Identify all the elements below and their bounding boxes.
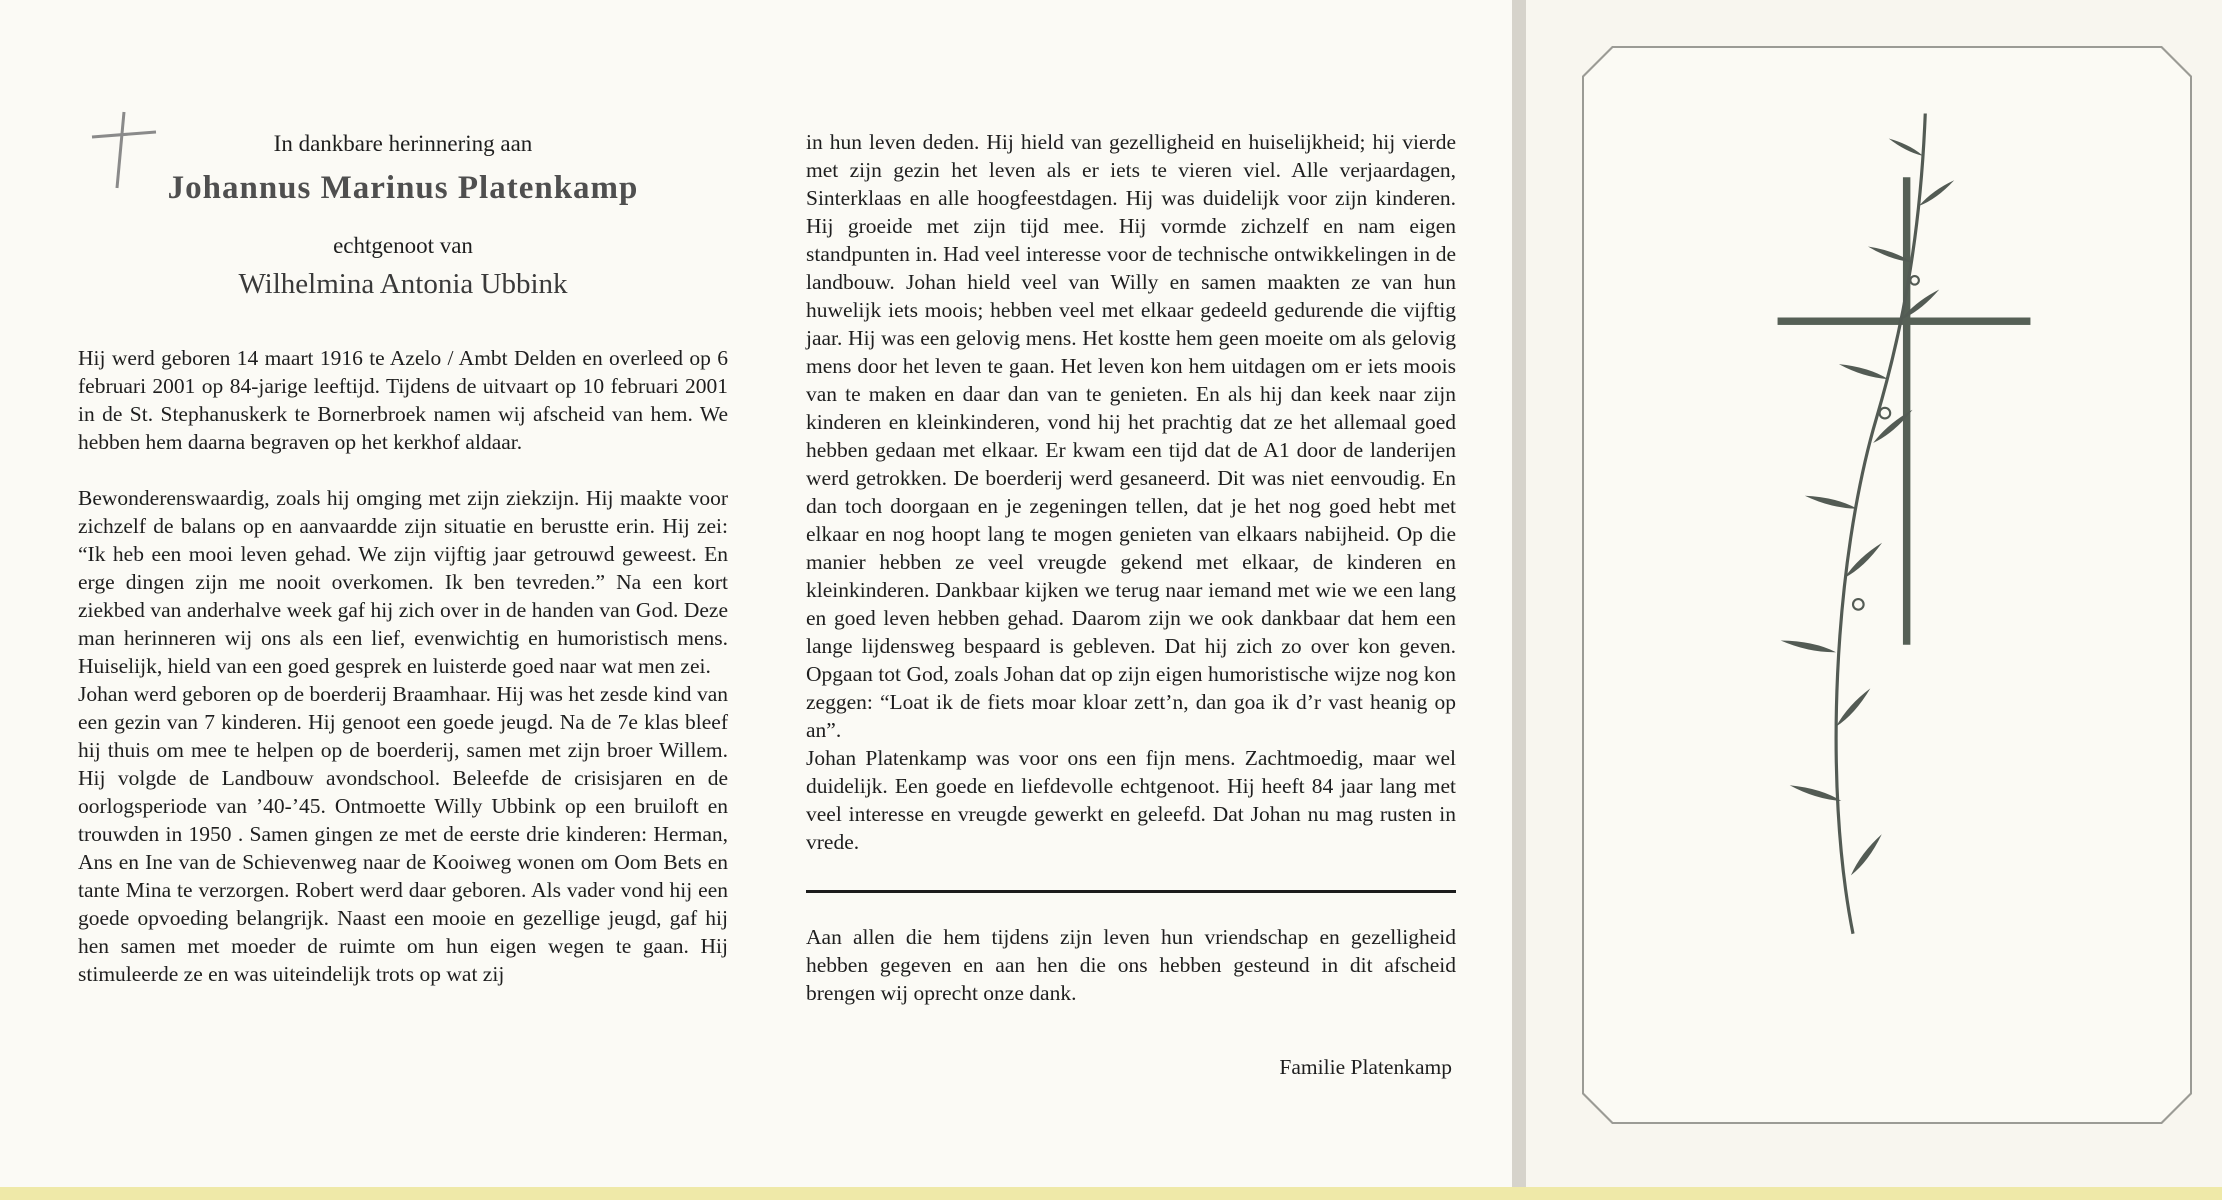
paragraph-thanks: Aan allen die hem tijdens zijn leven hun vriendschap en gezelligheid hebben gegeven en aan hen die ons hebben gesteund in dit afscheid brengen wij oprecht onze dank.	[806, 925, 1456, 1005]
relation-line: echtgenoot van	[333, 233, 473, 258]
text-column-2	[806, 128, 1456, 1081]
cross-vertical-bar	[1903, 177, 1910, 645]
cross-icon	[90, 110, 160, 190]
cross-horizontal-bar	[1778, 318, 2031, 325]
intro-line: In dankbare herinnering aan	[273, 131, 533, 156]
right-page	[1526, 0, 2222, 1200]
branch-stem	[1836, 114, 1925, 934]
scan-edge-strip	[0, 1187, 2222, 1200]
text-column-1	[78, 0, 728, 988]
paragraph-family-faith: in hun leven deden. Hij hield van gezelligheid en huiselijkheid; hij vierde met zijn gezin het leven als er iets te vieren viel. Alle verjaardagen, Sinterklaas en alle hoogfeestdagen. Hij was duidelijk voor zijn kinderen. Hij groeide met zijn tijd mee. Hij vormde zichzelf en nam eigen standpunten in. Had veel interesse voor de technische ontwikkelingen in de landbouw. Johan hield veel van Willy en samen maakten ze van hun huwelijk iets moois; hebben veel met elkaar gedeeld gedurende die vijftig jaar. Hij was een gelovig mens. Het kostte hem geen moeite om als gelovig mens door het leven te gaan. Het leven kon hem uitdagen om er iets moois van te maken en daar dan van te genieten. En als hij dan keek naar zijn kinderen en kleinkinderen, vond hij het prachtig dat ze het allemaal goed hebben gedaan met elkaar. Er kwam een tijd dat de A1 door de landerijen werd getrokken. De boerderij werd gesaneerd. Dit was niet eenvoudig. En dan toch doorgaan en je zegeningen tellen, dat je het nog goed hebt met elkaar en nog hoopt lang te mogen genieten van elkaars nabijheid. Op die manier hebben ze veel vreugde gekend met elkaar, de kinderen en kleinkinderen. Dankbaar kijken we terug naar iemand met wie we een lang en goed leven hebben gehad. Daarom zijn we ook dankbaar dat hem een lange lijdensweg bespaard is gebleven. Dat hij zich zo over kon geven. Opgaan tot God, zoals Johan dat op zijn eigen humoristische wijze nog kon zeggen: “Loat ik de fiets moar kloar zett’n, dan goa ik d’r vast heanig op an”.	[806, 130, 1456, 742]
paragraph-tribute: Johan Platenkamp was voor ons een fijn mens. Zachtmoedig, maar wel duidelijk. Een goede en liefdevolle echtgenoot. Hij heeft 84 jaar lang met veel interesse en vreugde gewerkt en geleefd. Dat Johan nu mag rusten in vrede.	[806, 746, 1456, 854]
signature: Familie Platenkamp	[1279, 1055, 1452, 1079]
page-gap	[1512, 0, 1526, 1200]
paragraph-life-story: Johan werd geboren op de boerderij Braamhaar. Hij was het zesde kind van een gezin van 7 kinderen. Hij genoot een goede jeugd. Na de 7e klas bleef hij thuis om mee te helpen op de boerderij, samen met zijn broer Willem. Hij volgde de Landbouw avondschool. Beleefde de crisisjaren en de oorlogsperiode van ’40-’45. Ontmoette Willy Ubbink op een bruiloft en trouwden in 1950 . Samen gingen ze met de eerste drie kinderen: Herman, Ans en Ine van de Schievenweg naar de Kooiweg wonen om Oom Bets en tante Mina te verzorgen. Robert werd daar geboren. Als vader vond hij een goede opvoeding belangrijk. Naast een mooie en gezellige jeugd, gaf hij hen samen met moeder de ruimte om hun eigen wegen te gaan. Hij stimuleerde ze en was uiteindelijk trots op wat zij	[78, 682, 728, 986]
paragraph-illness: Bewonderenswaardig, zoals hij omging met zijn ziekzijn. Hij maakte voor zichzelf de balans op en aanvaardde zijn situatie en berustte erin. Hij zei: “Ik heb een mooi leven gehad. We zijn vijftig jaar getrouwd geweest. En erge dingen zijn me nooit overkomen. Ik ben tevreden.” Na een kort ziekbed van anderhalve week gaf hij zich over in de handen van God. Deze man herinneren wij ons als een lief, evenwichtig en humoristisch mens. Huiselijk, hield van een goed gesprek en luisterde goed naar wat men zei.	[78, 486, 728, 678]
frame-interior	[1584, 48, 2190, 1122]
paragraph-birth-death: Hij werd geboren 14 maart 1916 te Azelo / Ambt Delden en overleed op 6 februari 2001 op 84-jarige leeftijd. Tijdens de uitvaart op 10 februari 2001 in de St. Stephanuskerk te Bornerbroek namen wij afscheid van hem. We hebben hem daarna begraven op het kerkhof aldaar.	[78, 346, 728, 454]
deceased-name: Johannus Marinus Platenkamp	[167, 170, 639, 206]
decorative-frame	[1582, 46, 2192, 1124]
divider-line	[806, 890, 1456, 893]
spouse-name: Wilhelmina Antonia Ubbink	[238, 268, 568, 300]
cross-with-branch-illustration	[1717, 94, 2057, 966]
